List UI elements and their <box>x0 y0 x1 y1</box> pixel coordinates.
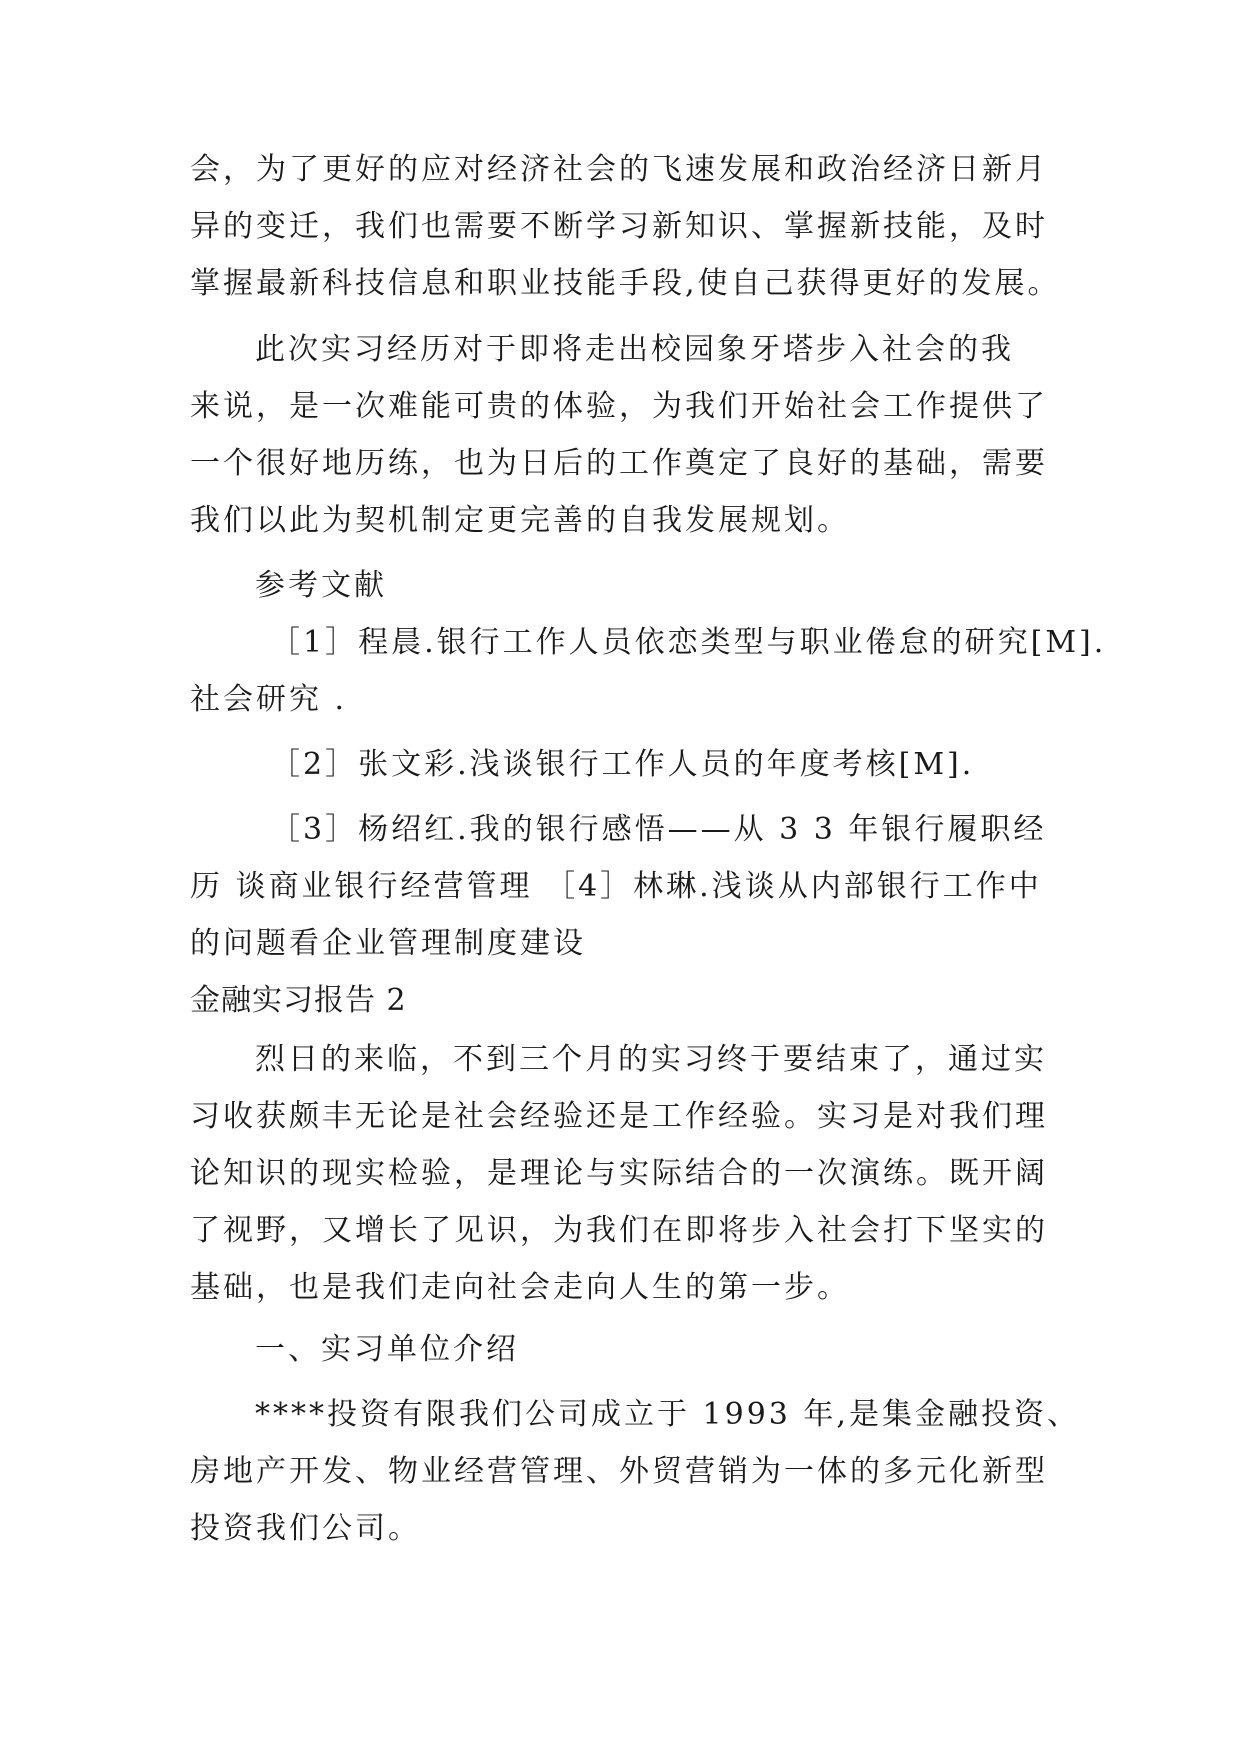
paragraph-line: 一个很好地历练，也为日后的工作奠定了良好的基础，需要 <box>190 446 1048 481</box>
paragraph-line: 来说，是一次难能可贵的体验，为我们开始社会工作提供了 <box>190 389 1048 424</box>
reference-line: ［3］杨绍红.我的银行感悟——从 3 3 年银行履职经 <box>270 812 1047 847</box>
paragraph-line: 基础，也是我们走向社会走向人生的第一步。 <box>190 1270 850 1305</box>
references-heading: 参考文献 <box>255 568 387 603</box>
paragraph-line: 异的变迁，我们也需要不断学习新知识、掌握新技能，及时 <box>190 209 1048 244</box>
paragraph-line: 掌握最新科技信息和职业技能手段,使自己获得更好的发展。 <box>190 266 1061 301</box>
paragraph-line: 会，为了更好的应对经济社会的飞速发展和政治经济日新月 <box>190 152 1048 187</box>
reference-line: 历 谈商业银行经营管理 ［4］林琳.浅谈从内部银行工作中 <box>190 869 1042 904</box>
paragraph-line: 烈日的来临，不到三个月的实习终于要结束了，通过实 <box>255 1042 1047 1077</box>
subsection-heading: 一、实习单位介绍 <box>255 1332 519 1367</box>
paragraph-line: ****投资有限我们公司成立于 1993 年,是集金融投资、 <box>255 1397 1080 1432</box>
reference-line: 的问题看企业管理制度建设 <box>190 926 586 961</box>
paragraph-line: 了视野，又增长了见识，为我们在即将步入社会打下坚实的 <box>190 1213 1048 1248</box>
reference-line: ［2］张文彩.浅谈银行工作人员的年度考核[M]. <box>270 747 975 782</box>
paragraph-line: 投资我们公司。 <box>190 1511 421 1546</box>
paragraph-line: 房地产开发、物业经营管理、外贸营销为一体的多元化新型 <box>190 1454 1048 1489</box>
reference-line: ［1］程晨.银行工作人员依恋类型与职业倦怠的研究[M]. <box>270 625 1107 660</box>
section-title: 金融实习报告 2 <box>190 983 407 1018</box>
reference-line: 社会研究 . <box>190 682 348 717</box>
paragraph-line: 论知识的现实检验，是理论与实际结合的一次演练。既开阔 <box>190 1156 1048 1191</box>
paragraph-line: 此次实习经历对于即将走出校园象牙塔步入社会的我 <box>255 332 1014 367</box>
paragraph-line: 我们以此为契机制定更完善的自我发展规划。 <box>190 503 850 538</box>
paragraph-line: 习收获颇丰无论是社会经验还是工作经验。实习是对我们理 <box>190 1099 1048 1134</box>
